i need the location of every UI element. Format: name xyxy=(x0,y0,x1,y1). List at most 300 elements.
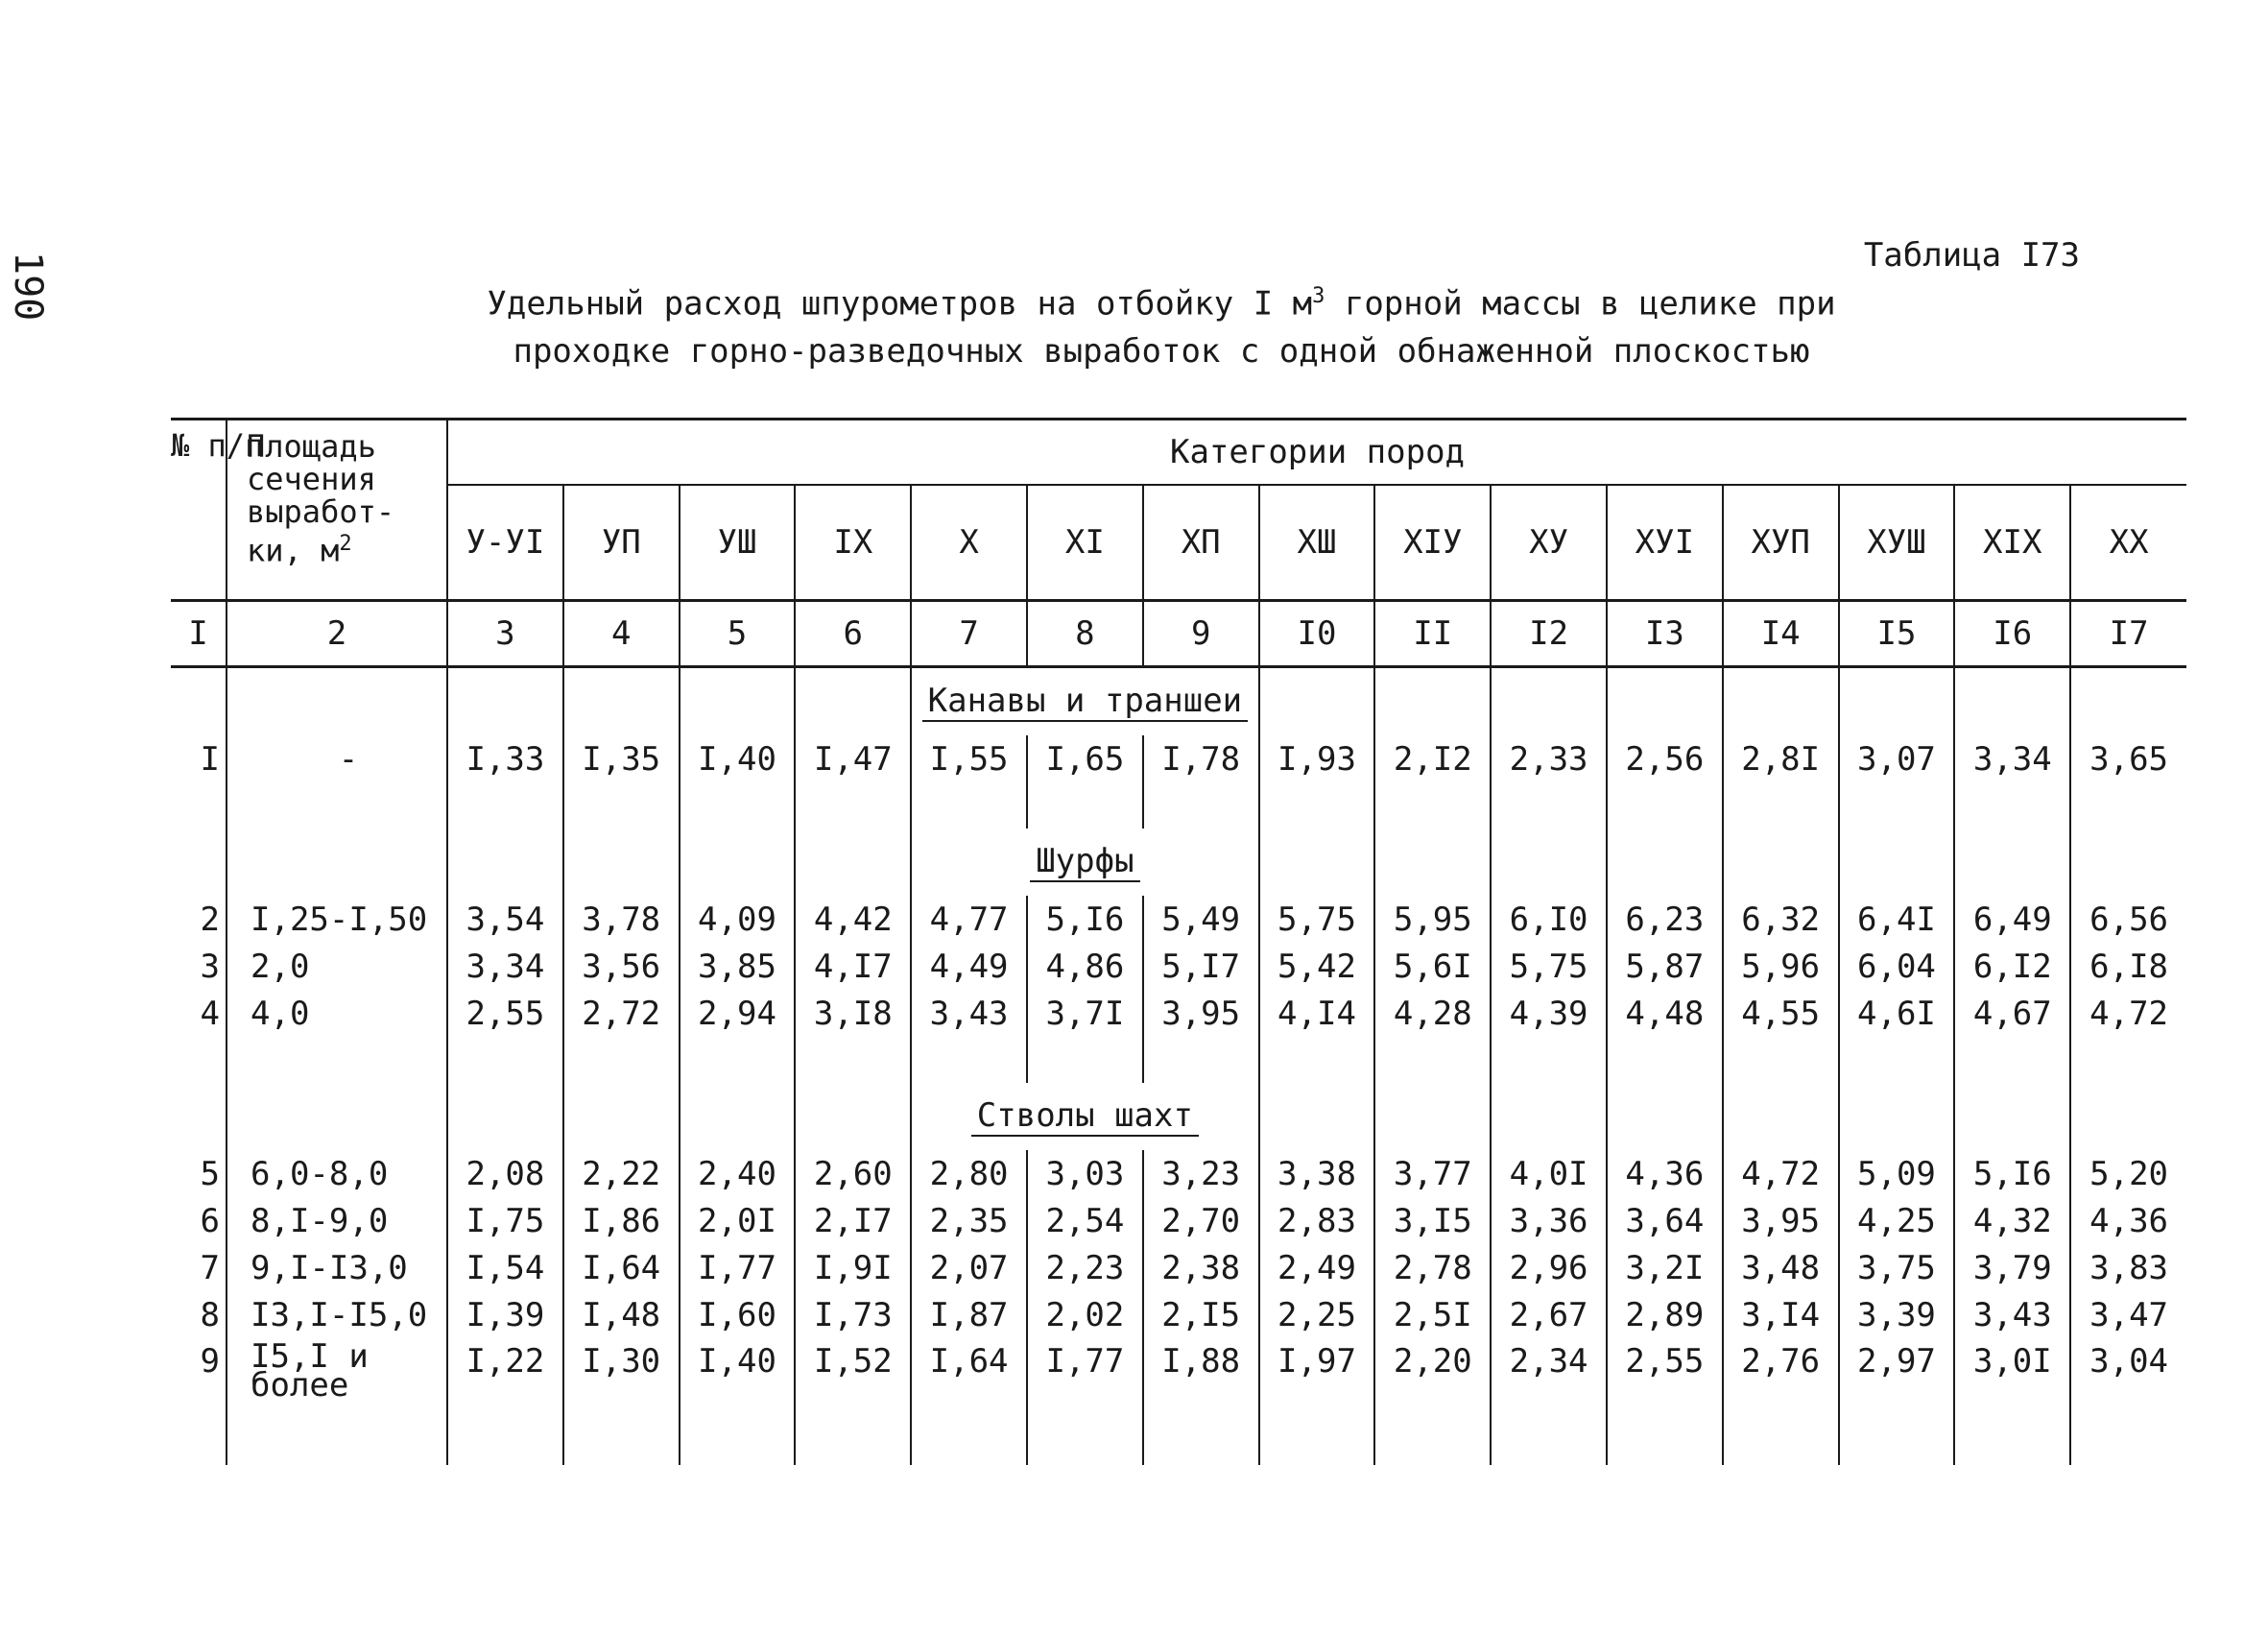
spacer-cell xyxy=(227,1037,447,1083)
value-cell: 5,6I xyxy=(1374,943,1491,990)
spacer-cell xyxy=(1259,782,1375,829)
section-blank-cell xyxy=(1723,667,1839,736)
value-cell: I,86 xyxy=(563,1197,680,1244)
section-blank-cell xyxy=(1954,1083,2070,1150)
table-row xyxy=(171,1338,2186,1417)
value-cell: I,40 xyxy=(680,735,796,782)
section-title: Стволы шахт xyxy=(971,1096,1199,1137)
value-cell: 3,65 xyxy=(2070,735,2186,782)
row-number: 5 xyxy=(200,1154,220,1193)
value-cell: 5,95 xyxy=(1374,896,1491,943)
value-cell: 2,33 xyxy=(1491,735,1607,782)
value-cell: I,22 xyxy=(447,1338,563,1417)
value-cell: 3,77 xyxy=(1374,1150,1491,1197)
section-title-cell xyxy=(911,1083,1258,1150)
category-header-6: IX xyxy=(795,485,911,601)
table-title-line-2: проходке горно-разведочных выработок с одной обнаженной плоскостью xyxy=(513,332,1810,371)
section-blank-cell xyxy=(1259,829,1375,896)
value-cell: 3,03 xyxy=(1027,1150,1143,1197)
category-header-4: УП xyxy=(563,485,680,601)
header-rock-categories: Категории пород xyxy=(447,420,2186,486)
value-cell: I,30 xyxy=(563,1338,680,1417)
column-number-7: 7 xyxy=(911,601,1027,667)
column-number-2: 2 xyxy=(227,601,447,667)
tail-cell xyxy=(227,1417,447,1465)
spacer-cell xyxy=(1259,1037,1375,1083)
section-blank-cell xyxy=(1839,1083,1955,1150)
value-cell: 2,35 xyxy=(911,1197,1027,1244)
tail-cell xyxy=(171,1417,227,1465)
value-cell: 3,48 xyxy=(1723,1244,1839,1291)
value-cell: I,39 xyxy=(447,1291,563,1338)
value-cell: 2,I2 xyxy=(1374,735,1491,782)
value-cell: 5,96 xyxy=(1723,943,1839,990)
category-header-15: XУШ xyxy=(1839,485,1955,601)
value-cell: 5,20 xyxy=(2070,1150,2186,1197)
row-number: 8 xyxy=(200,1295,220,1334)
row-area: 9,I-I3,0 xyxy=(227,1244,447,1291)
category-header-13: XУI xyxy=(1607,485,1723,601)
section-blank-cell xyxy=(795,667,911,736)
column-number-13: I3 xyxy=(1607,601,1723,667)
value-cell: 4,67 xyxy=(1954,990,2070,1037)
section-blank-cell xyxy=(1723,829,1839,896)
value-cell: 4,72 xyxy=(2070,990,2186,1037)
value-cell: 2,56 xyxy=(1607,735,1723,782)
value-cell: 3,43 xyxy=(1954,1291,2070,1338)
value-cell: 3,23 xyxy=(1143,1150,1259,1197)
row-area: 8,I-9,0 xyxy=(227,1197,447,1244)
category-header-16: XIX xyxy=(1954,485,2070,601)
value-cell: 2,55 xyxy=(1607,1338,1723,1417)
value-cell: I,88 xyxy=(1143,1338,1259,1417)
value-cell: 2,I5 xyxy=(1143,1291,1259,1338)
row-number: I xyxy=(200,739,220,779)
value-cell: I,55 xyxy=(911,735,1027,782)
section-blank-cell xyxy=(227,829,447,896)
value-cell: 3,95 xyxy=(1143,990,1259,1037)
tail-cell xyxy=(1607,1417,1723,1465)
table-body xyxy=(171,667,2186,1466)
column-number-14: I4 xyxy=(1723,601,1839,667)
section-blank-cell xyxy=(563,667,680,736)
section-blank-cell xyxy=(1954,667,2070,736)
value-cell: I,78 xyxy=(1143,735,1259,782)
value-cell: 3,0I xyxy=(1954,1338,2070,1417)
value-cell: 4,39 xyxy=(1491,990,1607,1037)
value-cell: 2,80 xyxy=(911,1150,1027,1197)
value-cell: 4,I4 xyxy=(1259,990,1375,1037)
value-cell: 5,75 xyxy=(1491,943,1607,990)
category-header-5: УШ xyxy=(680,485,796,601)
value-cell: 5,I7 xyxy=(1143,943,1259,990)
value-cell: 2,55 xyxy=(447,990,563,1037)
value-cell: 2,08 xyxy=(447,1150,563,1197)
value-cell: 5,I6 xyxy=(1954,1150,2070,1197)
value-cell: 2,70 xyxy=(1143,1197,1259,1244)
section-title: Канавы и траншеи xyxy=(922,682,1249,722)
section-blank-cell xyxy=(1491,1083,1607,1150)
value-cell: I,52 xyxy=(795,1338,911,1417)
value-cell: 2,60 xyxy=(795,1150,911,1197)
value-cell: 5,I6 xyxy=(1027,896,1143,943)
table-row xyxy=(171,1291,2186,1338)
value-cell: 6,49 xyxy=(1954,896,2070,943)
section-blank-cell xyxy=(680,829,796,896)
value-cell: 3,36 xyxy=(1491,1197,1607,1244)
value-cell: 6,I0 xyxy=(1491,896,1607,943)
value-cell: 2,49 xyxy=(1259,1244,1375,1291)
tail-cell xyxy=(1027,1417,1143,1465)
table-row xyxy=(171,896,2186,943)
column-number-11: II xyxy=(1374,601,1491,667)
section-title-row xyxy=(171,829,2186,896)
value-cell: 5,75 xyxy=(1259,896,1375,943)
value-cell: 3,7I xyxy=(1027,990,1143,1037)
section-blank-cell xyxy=(1607,667,1723,736)
spacer-cell xyxy=(171,1037,227,1083)
spacer-cell xyxy=(1491,1037,1607,1083)
spacer-cell xyxy=(1027,782,1143,829)
section-blank-cell xyxy=(1259,667,1375,736)
value-cell: 4,77 xyxy=(911,896,1027,943)
value-cell: I,87 xyxy=(911,1291,1027,1338)
tail-cell xyxy=(795,1417,911,1465)
table-row xyxy=(171,735,2186,782)
value-cell: 2,38 xyxy=(1143,1244,1259,1291)
tail-cell xyxy=(1374,1417,1491,1465)
value-cell: 2,54 xyxy=(1027,1197,1143,1244)
table-row xyxy=(171,1244,2186,1291)
section-blank-cell xyxy=(2070,1083,2186,1150)
value-cell: 2,02 xyxy=(1027,1291,1143,1338)
value-cell: 3,38 xyxy=(1259,1150,1375,1197)
value-cell: I,48 xyxy=(563,1291,680,1338)
value-cell: 3,34 xyxy=(1954,735,2070,782)
tail-cell xyxy=(1954,1417,2070,1465)
table-label: Таблица I73 xyxy=(1863,236,2080,275)
category-header-10: XШ xyxy=(1259,485,1375,601)
row-area: 4,0 xyxy=(227,990,447,1037)
value-cell: I,65 xyxy=(1027,735,1143,782)
value-cell: 4,I7 xyxy=(795,943,911,990)
value-cell: 3,2I xyxy=(1607,1244,1723,1291)
column-number-6: 6 xyxy=(795,601,911,667)
value-cell: I,77 xyxy=(1027,1338,1143,1417)
title-superscript: 3 xyxy=(1312,284,1325,308)
spacer-cell xyxy=(911,782,1027,829)
spacer-cell xyxy=(563,782,680,829)
value-cell: I,47 xyxy=(795,735,911,782)
value-cell: 2,96 xyxy=(1491,1244,1607,1291)
row-area: 2,0 xyxy=(227,943,447,990)
value-cell: 3,54 xyxy=(447,896,563,943)
section-title-row xyxy=(171,667,2186,736)
value-cell: 4,6I xyxy=(1839,990,1955,1037)
category-header-3: У-УI xyxy=(447,485,563,601)
section-blank-cell xyxy=(171,1083,227,1150)
value-cell: 2,89 xyxy=(1607,1291,1723,1338)
section-spacer xyxy=(171,1037,2186,1083)
value-cell: I,60 xyxy=(680,1291,796,1338)
spacer-cell xyxy=(1607,782,1723,829)
value-cell: 4,28 xyxy=(1374,990,1491,1037)
table-row xyxy=(171,1150,2186,1197)
header-category-row xyxy=(171,485,2186,601)
section-title-row xyxy=(171,1083,2186,1150)
value-cell: 4,49 xyxy=(911,943,1027,990)
value-cell: 2,25 xyxy=(1259,1291,1375,1338)
spacer-cell xyxy=(1491,782,1607,829)
value-cell: 3,39 xyxy=(1839,1291,1955,1338)
section-title-cell xyxy=(911,829,1258,896)
section-blank-cell xyxy=(227,667,447,736)
section-blank-cell xyxy=(680,1083,796,1150)
column-number-9: 9 xyxy=(1143,601,1259,667)
value-cell: 2,78 xyxy=(1374,1244,1491,1291)
spacer-cell xyxy=(171,782,227,829)
value-cell: 2,72 xyxy=(563,990,680,1037)
spacer-cell xyxy=(795,1037,911,1083)
spacer-cell xyxy=(1143,782,1259,829)
value-cell: 2,76 xyxy=(1723,1338,1839,1417)
value-cell: 2,20 xyxy=(1374,1338,1491,1417)
row-area: 6,0-8,0 xyxy=(227,1150,447,1197)
value-cell: 3,I4 xyxy=(1723,1291,1839,1338)
tail-cell xyxy=(680,1417,796,1465)
value-cell: I,97 xyxy=(1259,1338,1375,1417)
row-number: 7 xyxy=(200,1248,220,1287)
tail-cell xyxy=(1723,1417,1839,1465)
column-number-15: I5 xyxy=(1839,601,1955,667)
value-cell: 5,87 xyxy=(1607,943,1723,990)
column-number-1: I xyxy=(171,601,227,667)
value-cell: 3,I8 xyxy=(795,990,911,1037)
section-blank-cell xyxy=(680,667,796,736)
consumption-table xyxy=(171,418,2186,1465)
tail-cell xyxy=(2070,1417,2186,1465)
section-blank-cell xyxy=(795,1083,911,1150)
spacer-cell xyxy=(1954,782,2070,829)
spacer-cell xyxy=(227,782,447,829)
column-number-4: 4 xyxy=(563,601,680,667)
value-cell: 2,83 xyxy=(1259,1197,1375,1244)
row-area: I5,I и более xyxy=(227,1338,447,1417)
spacer-cell xyxy=(447,782,563,829)
section-blank-cell xyxy=(171,667,227,736)
tail-cell xyxy=(447,1417,563,1465)
spacer-cell xyxy=(1143,1037,1259,1083)
row-number: 3 xyxy=(200,947,220,986)
header-area-label: Площадь сечения выработ-ки, м xyxy=(247,428,395,569)
value-cell: 6,04 xyxy=(1839,943,1955,990)
category-header-14: XУП xyxy=(1723,485,1839,601)
spacer-cell xyxy=(1607,1037,1723,1083)
value-cell: 4,48 xyxy=(1607,990,1723,1037)
row-number: 4 xyxy=(200,994,220,1033)
table-row xyxy=(171,990,2186,1037)
section-blank-cell xyxy=(1374,829,1491,896)
tail-cell xyxy=(1143,1417,1259,1465)
section-blank-cell xyxy=(1491,829,1607,896)
section-blank-cell xyxy=(447,667,563,736)
section-blank-cell xyxy=(227,1083,447,1150)
value-cell: 4,0I xyxy=(1491,1150,1607,1197)
value-cell: 4,32 xyxy=(1954,1197,2070,1244)
value-cell: 4,09 xyxy=(680,896,796,943)
spacer-cell xyxy=(1723,1037,1839,1083)
tail-cell xyxy=(1839,1417,1955,1465)
tail-cell xyxy=(1491,1417,1607,1465)
spacer-cell xyxy=(1723,782,1839,829)
section-blank-cell xyxy=(1374,1083,1491,1150)
section-title: Шурфы xyxy=(1030,842,1139,882)
section-blank-cell xyxy=(1954,829,2070,896)
value-cell: 3,43 xyxy=(911,990,1027,1037)
section-blank-cell xyxy=(1839,829,1955,896)
spacer-cell xyxy=(680,1037,796,1083)
value-cell: 6,56 xyxy=(2070,896,2186,943)
spacer-cell xyxy=(2070,782,2186,829)
value-cell: I,75 xyxy=(447,1197,563,1244)
tail-cell xyxy=(563,1417,680,1465)
section-blank-cell xyxy=(1723,1083,1839,1150)
column-number-17: I7 xyxy=(2070,601,2186,667)
value-cell: 3,56 xyxy=(563,943,680,990)
section-blank-cell xyxy=(171,829,227,896)
spacer-cell xyxy=(1839,782,1955,829)
value-cell: 3,I5 xyxy=(1374,1197,1491,1244)
table-row xyxy=(171,943,2186,990)
value-cell: 5,42 xyxy=(1259,943,1375,990)
value-cell: 2,5I xyxy=(1374,1291,1491,1338)
tail-cell xyxy=(1259,1417,1375,1465)
value-cell: 3,64 xyxy=(1607,1197,1723,1244)
value-cell: 2,07 xyxy=(911,1244,1027,1291)
row-area: I,25-I,50 xyxy=(227,896,447,943)
value-cell: I,77 xyxy=(680,1244,796,1291)
value-cell: 4,36 xyxy=(1607,1150,1723,1197)
table-title-line-1 xyxy=(346,284,1977,323)
value-cell: 2,I7 xyxy=(795,1197,911,1244)
column-number-3: 3 xyxy=(447,601,563,667)
spacer-cell xyxy=(1839,1037,1955,1083)
value-cell: 3,83 xyxy=(2070,1244,2186,1291)
value-cell: 4,86 xyxy=(1027,943,1143,990)
value-cell: I,40 xyxy=(680,1338,796,1417)
category-header-11: XIУ xyxy=(1374,485,1491,601)
header-row-number-label: № п/п xyxy=(171,427,264,464)
value-cell: 5,49 xyxy=(1143,896,1259,943)
column-number-8: 8 xyxy=(1027,601,1143,667)
value-cell: 3,85 xyxy=(680,943,796,990)
value-cell: 3,07 xyxy=(1839,735,1955,782)
section-blank-cell xyxy=(795,829,911,896)
header-column-number-row xyxy=(171,601,2186,667)
value-cell: 6,I2 xyxy=(1954,943,2070,990)
page-number: 190 xyxy=(6,252,50,322)
section-blank-cell xyxy=(1839,667,1955,736)
title-text-a: Удельный расход шпурометров на отбойку I м xyxy=(487,284,1313,324)
value-cell: I,35 xyxy=(563,735,680,782)
tail-cell xyxy=(911,1417,1027,1465)
category-header-8: XI xyxy=(1027,485,1143,601)
section-blank-cell xyxy=(2070,667,2186,736)
section-blank-cell xyxy=(563,829,680,896)
section-blank-cell xyxy=(1259,1083,1375,1150)
row-number: 2 xyxy=(200,900,220,939)
value-cell: 4,55 xyxy=(1723,990,1839,1037)
value-cell: 3,78 xyxy=(563,896,680,943)
value-cell: 2,22 xyxy=(563,1150,680,1197)
value-cell: 3,79 xyxy=(1954,1244,2070,1291)
value-cell: 6,32 xyxy=(1723,896,1839,943)
value-cell: 6,I8 xyxy=(2070,943,2186,990)
section-blank-cell xyxy=(1491,667,1607,736)
value-cell: 2,67 xyxy=(1491,1291,1607,1338)
value-cell: 2,8I xyxy=(1723,735,1839,782)
category-header-17: XX xyxy=(2070,485,2186,601)
spacer-cell xyxy=(2070,1037,2186,1083)
value-cell: I,73 xyxy=(795,1291,911,1338)
value-cell: I,9I xyxy=(795,1244,911,1291)
spacer-cell xyxy=(680,782,796,829)
value-cell: I,64 xyxy=(911,1338,1027,1417)
value-cell: 2,0I xyxy=(680,1197,796,1244)
row-area: - xyxy=(227,735,447,782)
column-number-16: I6 xyxy=(1954,601,2070,667)
spacer-cell xyxy=(1027,1037,1143,1083)
spacer-cell xyxy=(447,1037,563,1083)
column-number-5: 5 xyxy=(680,601,796,667)
section-blank-cell xyxy=(447,1083,563,1150)
value-cell: 2,40 xyxy=(680,1150,796,1197)
value-cell: 2,94 xyxy=(680,990,796,1037)
spacer-cell xyxy=(795,782,911,829)
category-header-9: XП xyxy=(1143,485,1259,601)
value-cell: I,54 xyxy=(447,1244,563,1291)
value-cell: 6,4I xyxy=(1839,896,1955,943)
category-header-7: X xyxy=(911,485,1027,601)
section-blank-cell xyxy=(2070,829,2186,896)
value-cell: 5,09 xyxy=(1839,1150,1955,1197)
header-area-superscript: 2 xyxy=(339,532,352,556)
value-cell: 3,95 xyxy=(1723,1197,1839,1244)
value-cell: 4,72 xyxy=(1723,1150,1839,1197)
value-cell: I,33 xyxy=(447,735,563,782)
value-cell: 2,34 xyxy=(1491,1338,1607,1417)
spacer-cell xyxy=(563,1037,680,1083)
section-blank-cell xyxy=(447,829,563,896)
value-cell: 6,23 xyxy=(1607,896,1723,943)
header-row-number xyxy=(171,420,264,601)
section-blank-cell xyxy=(1374,667,1491,736)
value-cell: 2,97 xyxy=(1839,1338,1955,1417)
value-cell: 3,04 xyxy=(2070,1338,2186,1417)
row-number: 9 xyxy=(200,1342,220,1381)
value-cell: I,93 xyxy=(1259,735,1375,782)
section-blank-cell xyxy=(1607,829,1723,896)
table-tail xyxy=(171,1417,2186,1465)
row-area: I3,I-I5,0 xyxy=(227,1291,447,1338)
header-section-area xyxy=(227,420,447,601)
value-cell: 4,36 xyxy=(2070,1197,2186,1244)
value-cell: 3,47 xyxy=(2070,1291,2186,1338)
section-spacer xyxy=(171,782,2186,829)
section-blank-cell xyxy=(563,1083,680,1150)
section-title-cell xyxy=(911,667,1258,736)
value-cell: 2,23 xyxy=(1027,1244,1143,1291)
